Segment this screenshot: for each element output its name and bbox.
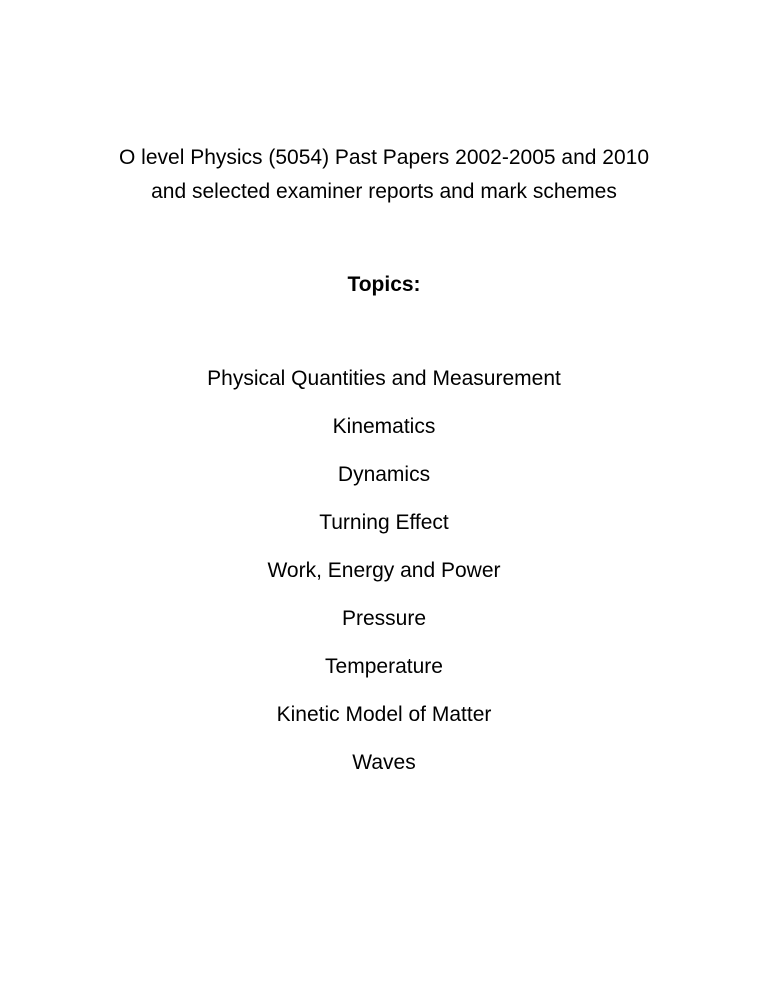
topic-item: Physical Quantities and Measurement — [207, 367, 561, 390]
topic-list — [0, 364, 768, 796]
document-title — [0, 141, 768, 209]
topic-item: Waves — [352, 751, 416, 774]
topic-item: Kinematics — [332, 415, 436, 438]
topic-item: Temperature — [325, 655, 443, 678]
title-line-2: and selected examiner reports and mark schemes — [151, 180, 617, 203]
title-line-1: O level Physics (5054) Past Papers 2002-2005 and 2010 — [119, 146, 649, 169]
topic-item: Dynamics — [337, 463, 431, 486]
topics-heading: Topics: — [347, 273, 421, 296]
topic-item: Pressure — [341, 607, 427, 630]
topic-item: Turning Effect — [319, 511, 449, 534]
topic-item: Work, Energy and Power — [267, 559, 501, 582]
topic-item: Kinetic Model of Matter — [276, 703, 492, 726]
